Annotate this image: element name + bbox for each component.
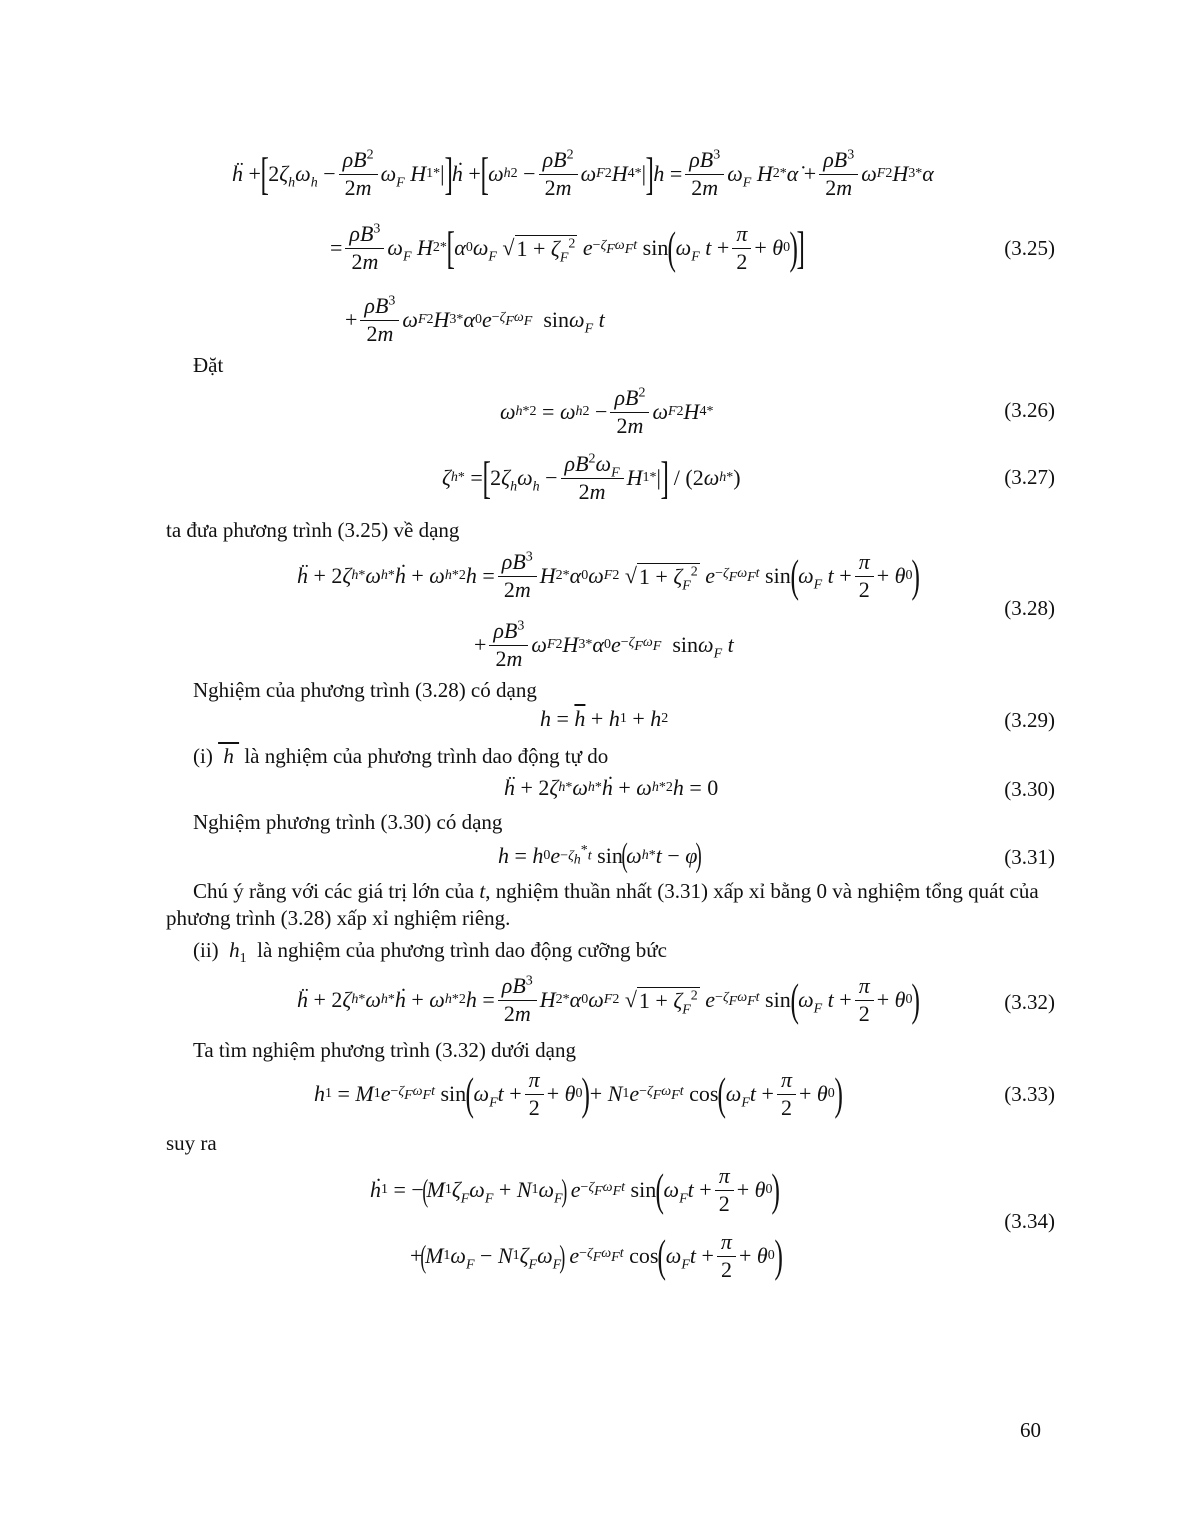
equation-3-30: ḧ + 2 ζ h * ω h * ḣ + ω h *2 h = 0 bbox=[504, 775, 719, 800]
item-marker-ii: (ii) bbox=[193, 938, 219, 962]
equation-number: (3.33) bbox=[1004, 1082, 1055, 1106]
equation-number: (3.26) bbox=[1004, 398, 1055, 422]
equation-3-33: h 1 = M 1 e $-\zeta_F\omega_Ft$ sin ( $\omega_Ft$ + $\frac{\pi}{2}$ + θ 0 ) + N 1 e $-\zeta_F\omega_Ft$ cos ( $\omega_Ft$ + $\frac{\pi}{2}$ + θ 0 ) bbox=[314, 1067, 843, 1120]
paragraph-ta-tim: Ta tìm nghiệm phương trình (3.32) dưới dạng bbox=[193, 1038, 576, 1062]
equation-3-25-line-1: ḧ + [ 2 $\zeta_h\omega_h$ − $\frac{\rho B^2}{2m}$ $\omega_F$ H 1 * | ] ḣ + [ ω h 2 − $\frac{\rho B^2}{2m}$ ω F 2 H 4 * | ] h = $\frac{\rho B^3}{2m}$ $\omega_F$ H 2 * α̇ + $\frac{\rho B^3}{2m}$ ω F 2 H 3 * α bbox=[232, 147, 934, 200]
paragraph-ii-text: là nghiệm của phương trình dao động cưỡng bức bbox=[257, 938, 667, 962]
equation-number: (3.27) bbox=[1004, 465, 1055, 489]
paragraph-suy-ra: suy ra bbox=[166, 1131, 217, 1155]
equation-3-31: h = h 0 e $-\zeta_h^*t$ sin ( ω h * t − φ ) bbox=[498, 837, 703, 874]
paragraph-ta-dua: ta đưa phương trình (3.25) về dạng bbox=[166, 518, 460, 542]
equation-number: (3.30) bbox=[1004, 777, 1055, 801]
paragraph-nghiem-328: Nghiệm của phương trình (3.28) có dạng bbox=[193, 678, 537, 702]
equation-3-27: ζ h * = [ 2 $\zeta_h\omega_h$ − $\frac{\rho B^2\omega_F}{2m}$ H 1 * | ] / (2 ω h * ) bbox=[442, 451, 741, 504]
equation-number: (3.25) bbox=[1004, 236, 1055, 260]
equation-3-25-line-3: + $\frac{\rho B^3}{2m}$ ω F 2 H 3 * α 0 e $-\zeta_F\omega_F$ sin $\omega_F$ t bbox=[345, 293, 605, 346]
item-marker-i: (i) bbox=[193, 744, 213, 768]
equation-3-29: h = $\overline{h}$ + h 1 + h 2 bbox=[540, 706, 669, 731]
equation-3-25-line-2: = $\frac{\rho B^3}{2m}$ $\omega_F$ H 2 * [ α 0 $\omega_F$ √ $1 + \zeta_F^2$ e $-\zeta_F\omega_Ft$ sin ( $\omega_F$ t + $\frac{\pi}{2}$ + θ 0 ) ] bbox=[330, 221, 806, 274]
equation-3-32: ḧ + 2 ζ h * ω h * ḣ + ω h *2 h = $\frac{\rho B^3}{2m}$ H 2 * α 0 ω F 2 √ $1 + \zeta_F^2$ e $-\zeta_F\omega_Ft$ sin ( $\omega_F$ t + $\frac{\pi}{2}$ + θ 0 ) bbox=[297, 973, 921, 1026]
equation-3-34-line-2: + ( M 1 $\omega_F$ − N 1 $\zeta_F\omega_F$ ) e $-\zeta_F\omega_Ft$ cos ( $\omega_Ft$ + $\frac{\pi}{2}$ + θ 0 ) bbox=[410, 1229, 783, 1282]
paragraph-chu-y: Chú ý rằng với các giá trị lớn của t, nghiệm thuần nhất (3.31) xấp xỉ bằng 0 và nghiệm tổng quát của phương trình (3.28) xấp xỉ nghiệm riêng. bbox=[166, 879, 1039, 931]
equation-number: (3.34) bbox=[1004, 1209, 1055, 1233]
equation-3-28-line-1: ḧ + 2 ζ h * ω h * ḣ + ω h *2 h = $\frac{\rho B^3}{2m}$ H 2 * α 0 ω F 2 √ $1 + \zeta_F^2$ e $-\zeta_F\omega_Ft$ sin ( $\omega_F$ t + $\frac{\pi}{2}$ + θ 0 ) bbox=[297, 549, 921, 602]
equation-number: (3.28) bbox=[1004, 596, 1055, 620]
equation-number: (3.29) bbox=[1004, 708, 1055, 732]
equation-3-28-line-2: + $\frac{\rho B^3}{2m}$ ω F 2 H 3 * α 0 e $-\zeta_F\omega_F$ sin $\omega_F$ t bbox=[474, 618, 734, 671]
equation-3-34-line-1: ḣ 1 = − ( M 1 $\zeta_F\omega_F$ + N 1 $\omega_F$ ) e $-\zeta_F\omega_Ft$ sin ( $\omega_Ft$ + $\frac{\pi}{2}$ + θ 0 ) bbox=[370, 1163, 781, 1216]
paragraph-ii: (ii) $h_1$ là nghiệm của phương trình dao động cưỡng bức bbox=[193, 938, 667, 967]
equation-number: (3.32) bbox=[1004, 990, 1055, 1014]
page-number: 60 bbox=[1020, 1418, 1041, 1442]
paragraph-i: (i) h là nghiệm của phương trình dao động tự do bbox=[193, 744, 609, 768]
paragraph-nghiem-330: Nghiệm phương trình (3.30) có dạng bbox=[193, 810, 503, 834]
equation-3-26: ω h *2 = ω h 2 − $\frac{\rho B^2}{2m}$ ω F 2 H 4 * bbox=[500, 385, 714, 438]
paragraph-i-text: là nghiệm của phương trình dao động tự do bbox=[244, 744, 609, 768]
equation-number: (3.31) bbox=[1004, 845, 1055, 869]
paragraph-dat: Đặt bbox=[193, 353, 224, 377]
